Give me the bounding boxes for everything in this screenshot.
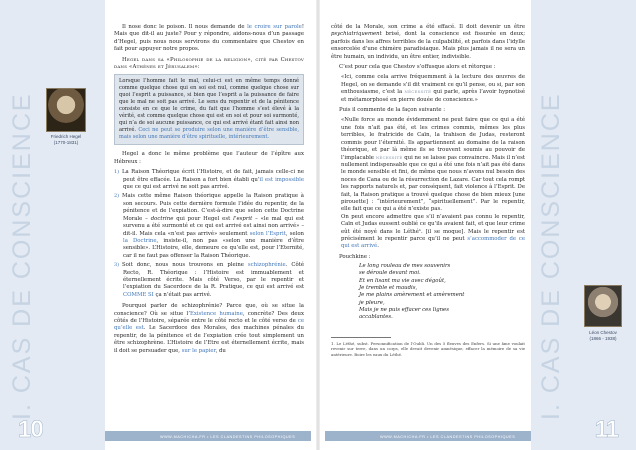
pouchkine-poem [359,263,525,321]
right-page-number: 11 [594,416,618,443]
list-item: 3) Soit donc, nous nous trouvons en pleine schizophrénie. Côté Recto, R. Théorique : l’Histoire est immuablement et éternellement écrite. Mais côté Verso, par le repentir et l’expiation du Sacerdoce de la R. Pratique, ce qui est arrivé est COMME SI ça n’était pas arrivé. [114,262,304,298]
chestov-quote-1: «Ici, comme cela arrive fréquemment à la lecture des œuvres de Hegel, on se demande s’il dit vraiment ce qu’il pense, ou si, par son enthousiasme, c’est la nécessité qui parle, après l’avoir hypnotisé et métamorphosé en pierre douée de conscience.» [341,74,525,103]
highlight: nécessité [404,89,432,96]
highlight: Ceci ne peut se produire selon une manière d’être sensible, mais selon une manière d’être spirituelle, intérieurement. [119,127,299,141]
left-footer-text: WWW.MACHICHA.FR • LES CLANDESTINS PHILOSOPHIQUES [160,435,296,439]
poem-line: Je me plains amèrement et amèrement [359,292,465,299]
left-vertical-title: I. CAS DE CONSCIENCE [8,92,36,420]
paragraph: Il nose donc le poison. Il nous demande de le croire sur parole! Mais que dit-il au juste? Pour y répondre, aidons-nous d’un passage d’Hegel, puis nous nous servirons du commentaire que Chestov en fait pour appuyer notre propos. [114,24,304,53]
poem-line: Mais je ne puis effacer ces lignes [359,306,449,313]
paragraph: Hegel a donc le même problème que l’auteur de l’épître aux Hébreux : [114,151,304,165]
highlight: schizophrénie [247,262,286,269]
highlight: s’accommoder de ce qui est arrivé [341,235,525,250]
list-item: 2) Mais cette même Raison théorique appelle la Raison pratique à son secours. Puis cette dernière formule l’idée du repentir, de la pénitence et de l’expiation. C’est-à-dire que selon cette Doctrine Morale – doctrine qui pour Hegel est l’esprit – «le mal qui est survenu a été surmonté et ce qui est arrivé est ainsi non arrivé» – dit-il. Mais cela «n’est pas arrivé» seulement selon l’Esprit, selon la Doctrine, insiste-il, non pas «selon une manière d’être sensible». L’Histoire, elle, demeure ce qu’elle est, pour l’Eternité, car il ne faut pas offenser la Raison Théorique. [114,193,304,259]
highlight: nécessité [375,154,403,161]
hegel-quote-box: Lorsque l’homme fait le mal, celui-ci est en même temps donné comme quelque chose qui en soi est nul, comme quelque chose sur quoi l’esprit a puissance, si bien que l’esprit a la puissance de faire que le mal ne soit pas arrivé. Le sens du repentir et de la pénitence consiste en ce que le crime, du fait que l’homme s’est élevé à la vérité, est comme quelque chose qui est en soi et pour soi surmonté, qui n’a de soi aucune puissance, ce qui est arrivé étant fait ainsi non arrivé. Ceci ne peut se produire selon une manière d’être sensible, mais selon une manière d’être spirituelle, intérieurement. [114,74,304,145]
quote-intro: Hegel dans sa «Philosophie de la religion», cité par Chestov dans «Athènes et Jérusalem»: [114,56,304,71]
book-gutter [316,0,320,450]
highlight: Existence humaine [189,310,243,317]
left-margin-band [0,0,105,450]
right-footer-text: WWW.MACHICHA.FR • LES CLANDESTINS PHILOSOPHIQUES [380,435,516,439]
hegel-caption: Friedrich Hegel (1770-1831) [50,134,82,146]
list-item: 1) La Raison Théorique écrit l’Histoire, et de fait, jamais celle-ci ne peut être effacée. La Raison a fort bien établi qu’il est impossible que ce qui est arrivé ne soit pas arrivé. [114,169,304,191]
highlight: ce qu’elle est [114,317,304,332]
poem-line: je pleure, [359,299,385,306]
highlight: sur le papier [181,347,216,354]
paragraph: côté de la Morale, son crime a été effacé. Il doit devenir un être psychiatriquement brisé, dont la conscience est fissurée en deux; parfois dans les affres terribles de la culpabilité, et parfois dans l’idylle ensorcelée d’une chimère paradisiaque. Mais plus jamais il ne sera un être humain, un individu, un être entier, indivisible. [331,24,525,60]
hegel-portrait [46,88,86,132]
highlight: la Doctrine [123,237,157,244]
highlight: le croire sur parole [247,24,302,30]
right-page-text [331,24,525,357]
footnote: 1. Le Léthé, subst. Personnification de l’Oubli. Un des 5 fleuves des Enfers. Si une âme voulait revenir sur terre, dans un corps, elle devait devenir amnésique, effacer la mémoire de sa vie antérieure. Boire les eaux du Léthé. [331,341,525,357]
chestov-portrait [584,285,622,327]
right-margin-band [531,0,636,450]
paragraph: Puis il commente de la façon suivante : [339,107,445,114]
left-page-text [114,24,304,358]
poem-line: Je tremble et maudis, [359,285,418,292]
chestov-quote-2: «Nulle force au monde évidemment ne peut faire que ce qui a été une fois n’ait pas été, et les crimes commis, mêmes les plus terribles, le fratricide de Caïn, la trahison de Judas, resteront commis pour l’éternité. Ils appartiennent au domaine de la raison théorique, et par là même ils se trouvent soumis au pouvoir de l’implacable nécessité qui ne se laisse pas convaincre. Mais il n’est nullement indispensable que ce qui a été une fois n’ait pas été dans le monde sensible et fini, de même que nous n’avons nul besoin des noces de Cana ou de la résurrection de Lazare. Car tout cela rompt les rapports naturels et, par conséquent, fait violence à l’Esprit. De fait, la Raison pratique a trouvé quelque chose de bien mieux [une pirouette] : “intérieurement”, “spirituellement”. Par le repentir, elle fait que ce qui a été n’existe pas. On peut encore admettre que s’il n’avaient pas connu le repentir, Caïn et Judas eussent oublié ce qu’ils avaient fait, et que leur crime eût été noyé dans le Léthé¹. [il se moque]. Mais le repentir est précisément le repentir parce qu’il ne peut s’accommoder de ce qui est arrivé. [341,117,525,250]
highlight: selon l’Esprit [249,230,286,237]
highlight: COMME SI [123,291,154,298]
poem-line: accablantes. [359,314,393,321]
paragraph: C’est pour cela que Chestov s’offusque alors et rétorque : [339,64,496,71]
footnote-divider [331,337,391,338]
right-vertical-title: I. CAS DE CONSCIENCE [537,92,565,420]
left-page-number: 10 [18,416,43,443]
poem-line: se déroule devant moi. [359,270,421,277]
paragraph: Pouchkine : [339,253,371,260]
paragraph: Pourquoi parler de schizophrénie? Parce que, où se situe la conscience? Où se situe l’Existence humaine, concrète? Des deux côtés de l’Histoire, séparée entre le côté recto et le côté verso de ce qu’elle est. Le Sacerdoce des Morales, des machines pénales du repentir, de la pénitence et de l’expiation crée tout simplement un être schizophrène. L’Histoire de l’Etre est éternellement écrite, mais il doit se persuader que, sur le papier, du [114,303,305,354]
poem-line: Et en lisant ma vie avec dégoût, [359,277,446,284]
chestov-caption: Léon Chestov (1866 - 1938) [589,330,617,342]
poem-line: Le long rouleau de mes souvenirs [359,263,451,270]
highlight: il est impossible [259,176,304,183]
